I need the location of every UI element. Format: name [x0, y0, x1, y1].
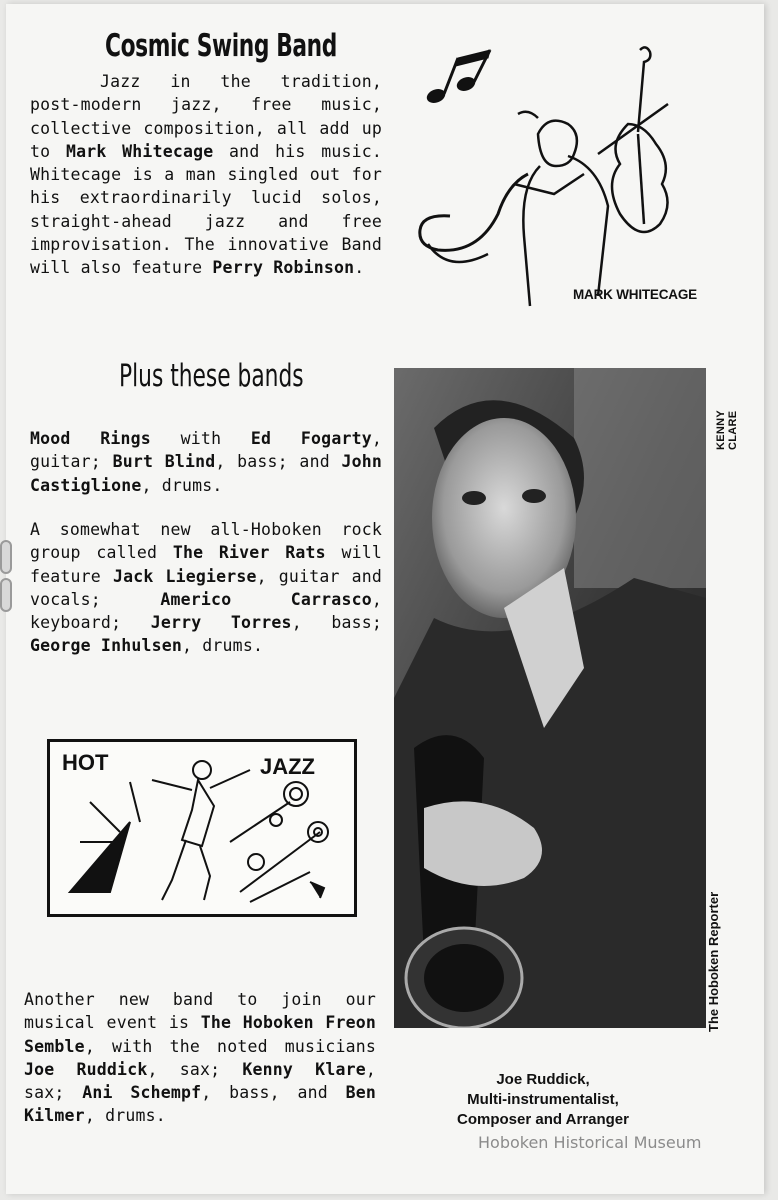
name-emphasis: Jerry Torres — [150, 613, 292, 633]
freon-semble-paragraph — [24, 988, 376, 1128]
mood-rings-paragraph — [30, 427, 382, 497]
text-run: , sax; — [147, 1059, 243, 1079]
name-emphasis: Ani Schempf — [82, 1083, 202, 1103]
photo-content — [394, 368, 706, 1028]
text-run: , guitar; — [30, 429, 382, 472]
musician-illustration — [418, 44, 718, 314]
text-run: . — [354, 258, 365, 278]
text-run: A somewhat new all-Hoboken rock group called — [30, 520, 382, 563]
text-run: , guitar and vocals; — [30, 566, 382, 609]
illustration-caption: MARK WHITECAGE — [573, 287, 697, 302]
text-run: , bass, and — [201, 1083, 346, 1103]
plus-these-bands-heading: Plus these bands — [119, 358, 304, 394]
text-run: , drums. — [84, 1106, 166, 1126]
hot-label: HOT — [62, 750, 109, 775]
name-emphasis: John Castiglione — [30, 452, 382, 495]
name-emphasis: The Hoboken Freon Semble — [24, 1013, 377, 1056]
staple-top — [0, 540, 12, 574]
name-emphasis: Ben Kilmer — [24, 1083, 377, 1126]
caption-line: Multi-instrumentalist, — [467, 1091, 619, 1108]
photo-credit-top: KENNY CLARE — [715, 410, 739, 450]
hot-jazz-graphic — [47, 739, 357, 917]
jazz-label: JAZZ — [260, 754, 315, 779]
text-run: will feature — [30, 543, 383, 586]
text-run: , keyboard; — [30, 589, 382, 633]
staple-bottom — [0, 578, 12, 612]
name-emphasis: Kenny Klare — [242, 1059, 366, 1079]
museum-watermark: Hoboken Historical Museum — [478, 1133, 702, 1152]
name-emphasis: Burt Blind — [112, 452, 216, 472]
text-run: , bass; and — [215, 452, 342, 472]
name-emphasis: Joe Ruddick — [24, 1059, 148, 1079]
name-emphasis: Mark Whitecage — [65, 141, 214, 161]
text-run: , drums. — [182, 636, 264, 656]
name-emphasis: The River Rats — [172, 543, 326, 563]
cosmic-swing-band-paragraph — [30, 70, 382, 280]
saxophonist-drawing — [420, 112, 608, 306]
text-run: with — [150, 429, 251, 448]
joe-ruddick-photo — [394, 368, 706, 1028]
photo-credit-side: The Hoboken Reporter — [706, 891, 721, 1032]
text-run: , sax; — [24, 1059, 376, 1103]
name-emphasis: Americo Carrasco — [160, 589, 372, 609]
cosmic-swing-band-heading: Cosmic Swing Band — [105, 28, 337, 64]
caption-line: Composer and Arranger — [457, 1111, 629, 1128]
text-run: , with the noted musicians — [84, 1036, 376, 1056]
text-run: Another new band to join our musical event is — [24, 990, 376, 1033]
name-emphasis: Perry Robinson — [212, 258, 355, 278]
text-run: , drums. — [141, 475, 223, 495]
caption-line: Joe Ruddick, — [496, 1071, 590, 1088]
name-emphasis: Jack Liegierse — [112, 566, 257, 586]
photo-caption — [418, 1070, 668, 1130]
music-note-icon — [425, 50, 490, 105]
river-rats-paragraph — [30, 518, 382, 658]
name-emphasis: Mood Rings — [30, 429, 151, 448]
name-emphasis: George Inhulsen — [30, 636, 183, 656]
name-emphasis: Ed Fogarty — [250, 429, 372, 448]
text-run: , bass; — [291, 613, 383, 633]
dancer-drawing — [50, 742, 354, 914]
text-run: and his music. Whitecage is a man singled out for his extraordinarily lucid solos, straight-ahead jazz and free improvisation. The innovative Band will also feature — [30, 141, 383, 278]
text-run: Jazz in the tradition, post-modern jazz, free music, collective composition, all add up to — [30, 72, 382, 161]
